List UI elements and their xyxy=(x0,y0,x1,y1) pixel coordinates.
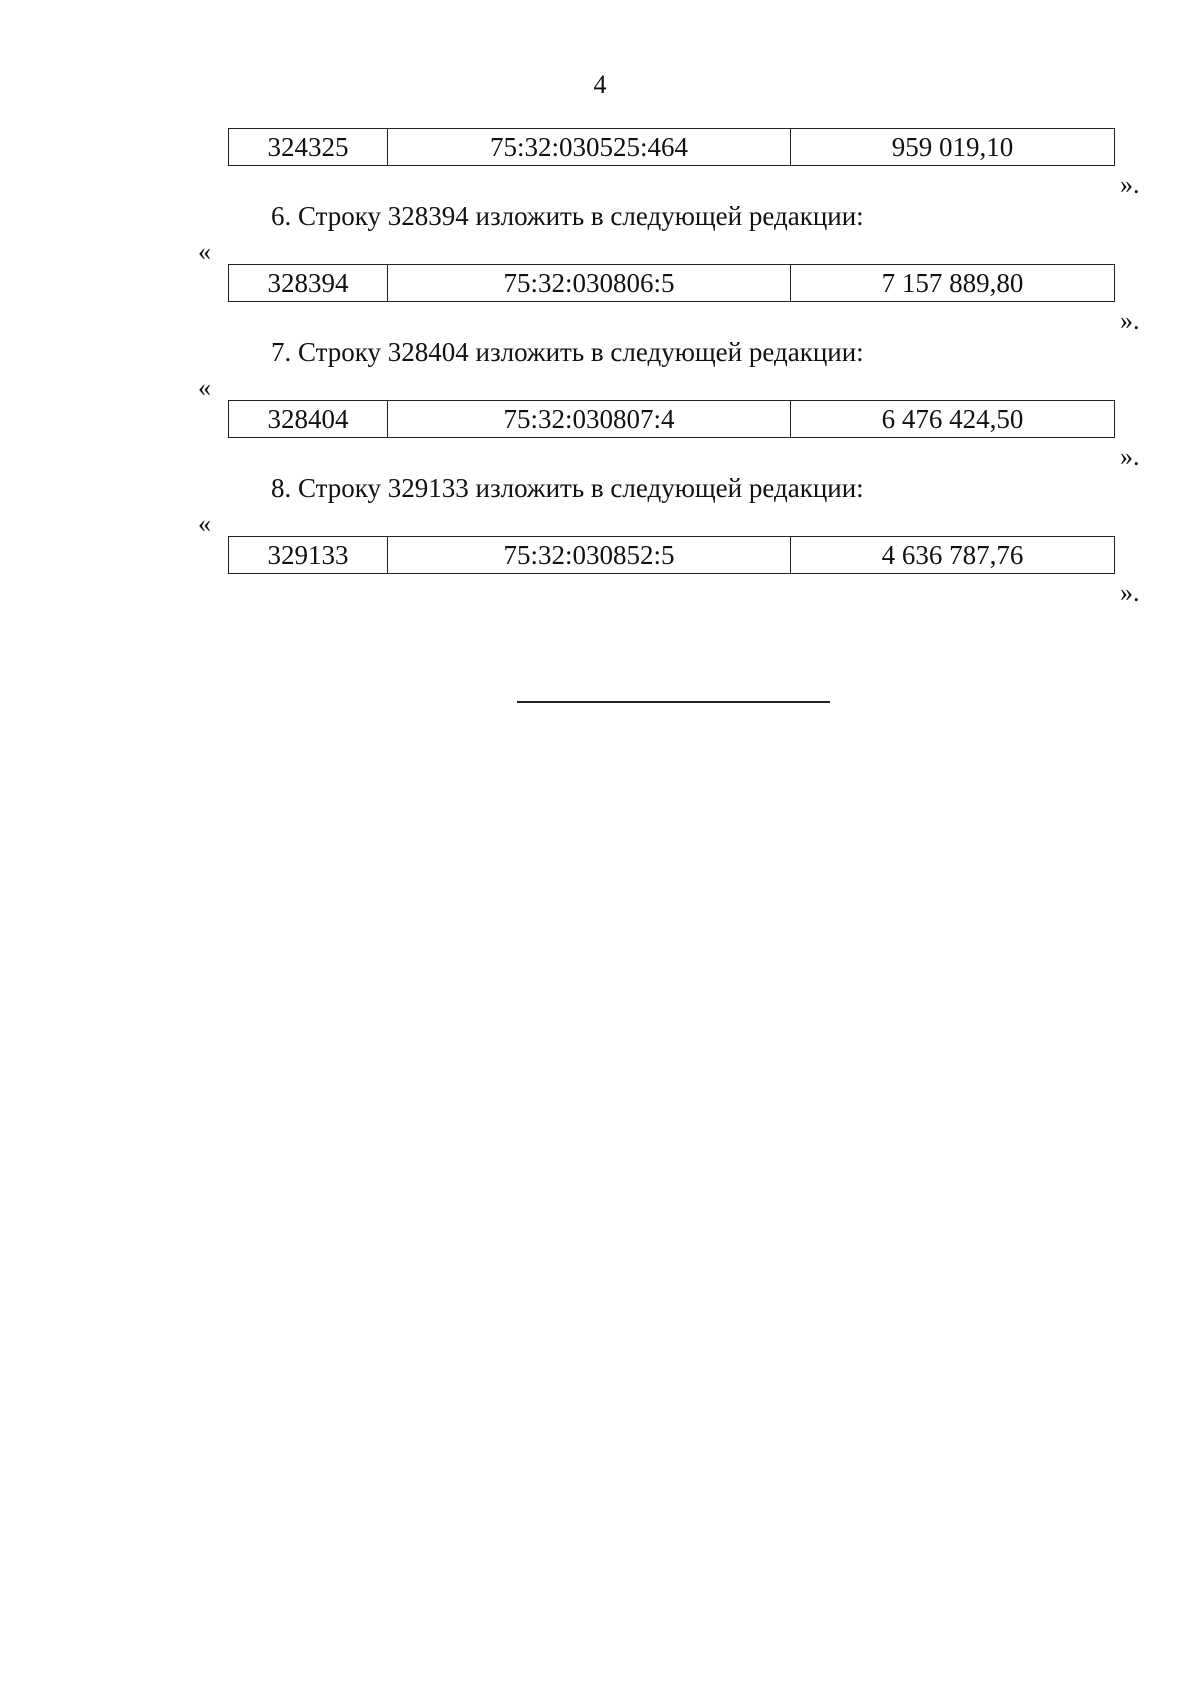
cell-value: 4 636 787,76 xyxy=(791,537,1115,574)
table-row-324325 xyxy=(228,128,1115,166)
cell-row-number: 329133 xyxy=(229,537,388,574)
instruction-6: 6. Строку 328394 изложить в следующей редакции: xyxy=(271,201,864,231)
opening-quote: « xyxy=(198,237,211,266)
page-number: 4 xyxy=(593,70,607,99)
end-of-document-rule xyxy=(517,701,830,703)
cell-cadastral-number: 75:32:030807:4 xyxy=(388,401,791,438)
opening-quote: « xyxy=(198,373,211,402)
table-row-329133 xyxy=(228,536,1115,574)
cell-value: 959 019,10 xyxy=(791,129,1115,166)
instruction-8: 8. Строку 329133 изложить в следующей редакции: xyxy=(271,473,864,503)
cell-row-number: 324325 xyxy=(229,129,388,166)
cell-value: 7 157 889,80 xyxy=(791,265,1115,302)
instruction-7: 7. Строку 328404 изложить в следующей редакции: xyxy=(271,337,864,367)
cell-cadastral-number: 75:32:030852:5 xyxy=(388,537,791,574)
table-row-328404 xyxy=(228,400,1115,438)
table-row-328394 xyxy=(228,264,1115,302)
closing-quote: ». xyxy=(1120,170,1140,199)
closing-quote: ». xyxy=(1120,306,1140,335)
cell-cadastral-number: 75:32:030525:464 xyxy=(388,129,791,166)
cell-cadastral-number: 75:32:030806:5 xyxy=(388,265,791,302)
closing-quote: ». xyxy=(1120,442,1140,471)
cell-row-number: 328394 xyxy=(229,265,388,302)
cell-value: 6 476 424,50 xyxy=(791,401,1115,438)
closing-quote: ». xyxy=(1120,578,1140,607)
opening-quote: « xyxy=(198,509,211,538)
cell-row-number: 328404 xyxy=(229,401,388,438)
